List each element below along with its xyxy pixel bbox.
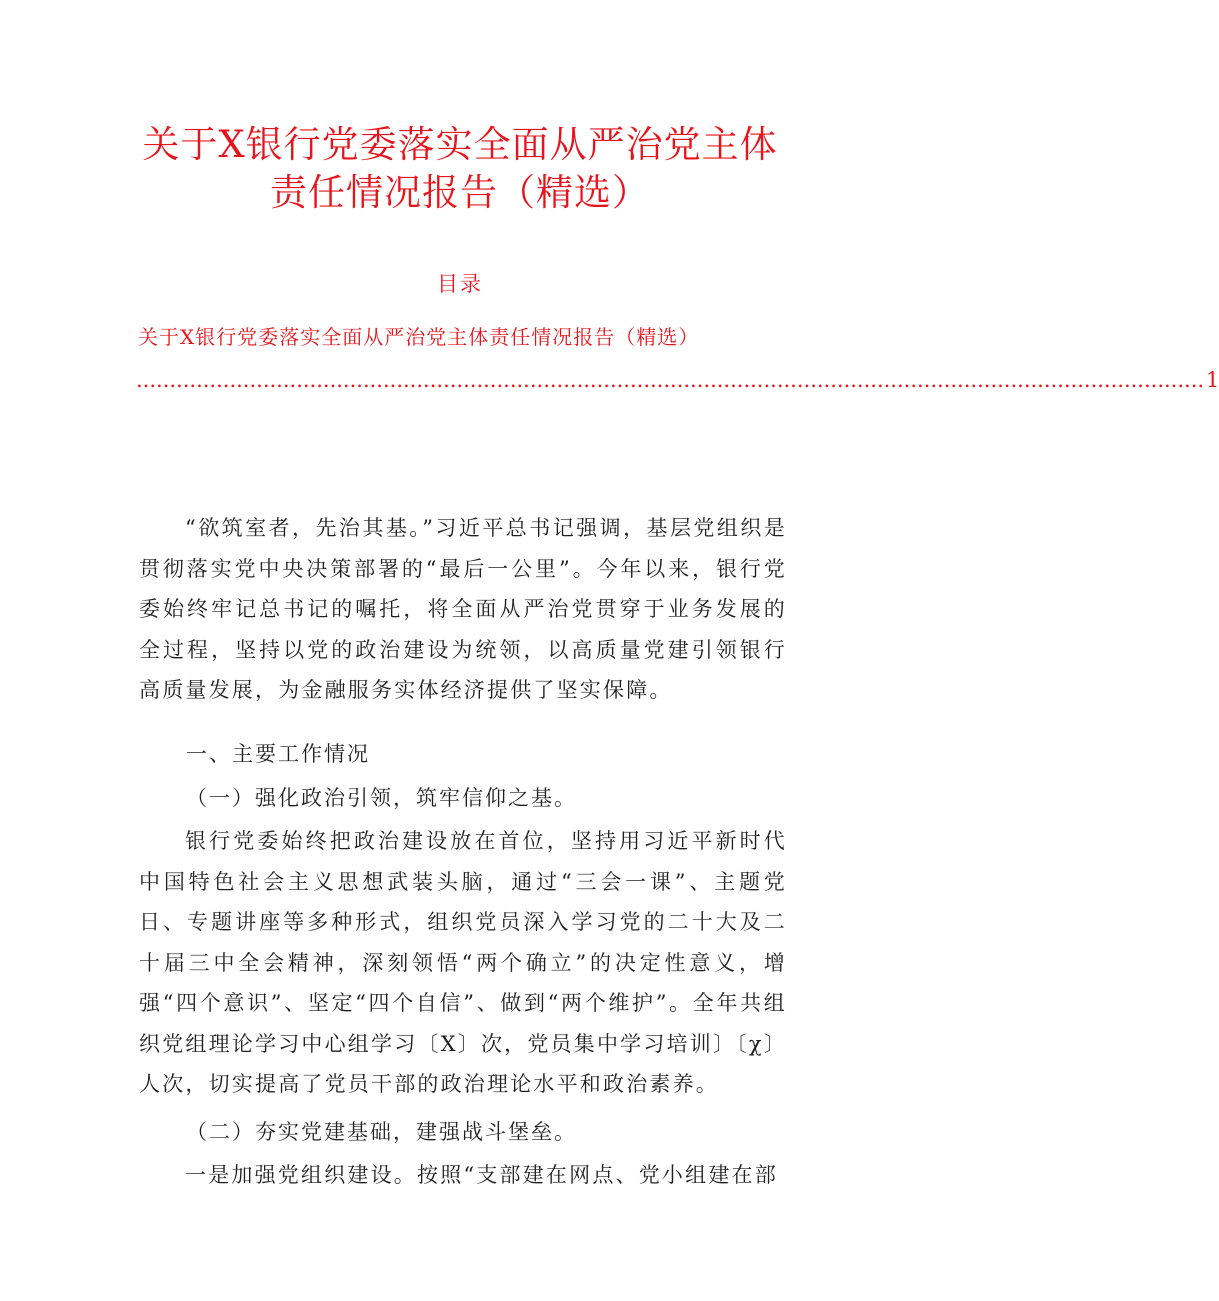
section-heading: 一、主要工作情况 [186, 742, 370, 766]
subheading-1: （一）强化政治引领，筑牢信仰之基。 [186, 786, 577, 810]
intro-paragraph: “欲筑室者，先治其基。”习近平总书记强调，基层党组织是贯彻落实党中央决策部署的“最后一公里”。今年以来，银行党委始终牢记总书记的嘱托，将全面从严治党贯穿于业务发展的全过程，坚持以党的政治建设为统领，以高质量党建引领银行高质量发展，为金融服务实体经济提供了坚实保障。 [139, 516, 787, 702]
toc-page-number: 1 [1206, 368, 1219, 392]
toc-entry-leader-row[interactable] [136, 368, 1219, 392]
toc-heading: 目录 [437, 272, 483, 296]
toc-entry-title[interactable]: 关于X银行党委落实全面从严治党主体责任情况报告（精选） [138, 325, 700, 349]
body-paragraph-1: 银行党委始终把政治建设放在首位，坚持用习近平新时代中国特色社会主义思想武装头脑，通过“三会一课”、主题党日、专题讲座等多种形式，组织党员深入学习党的二十大及二十届三中全会精神，深刻领悟“两个确立”的决定性意义，增强“四个意识”、坚定“四个自信”、做到“两个维护”。全年共组织党组理论学习中心组学习〔X〕次，党员集中学习培训〕〔χ〕人次，切实提高了党员干部的政治理论水平和政治素养。 [139, 829, 787, 1096]
document-title-line-2: 责任情况报告（精选） [270, 171, 650, 214]
subheading-2: （二）夯实党建基础，建强战斗堡垒。 [186, 1120, 577, 1144]
toc-dot-leader: ................................................................................................................................................................ [136, 368, 1205, 392]
document-title-line-1: 关于X银行党委落实全面从严治党主体 [142, 123, 778, 166]
body-paragraph-2: 一是加强党组织建设。按照“支部建在网点、党小组建在部 [185, 1163, 778, 1187]
